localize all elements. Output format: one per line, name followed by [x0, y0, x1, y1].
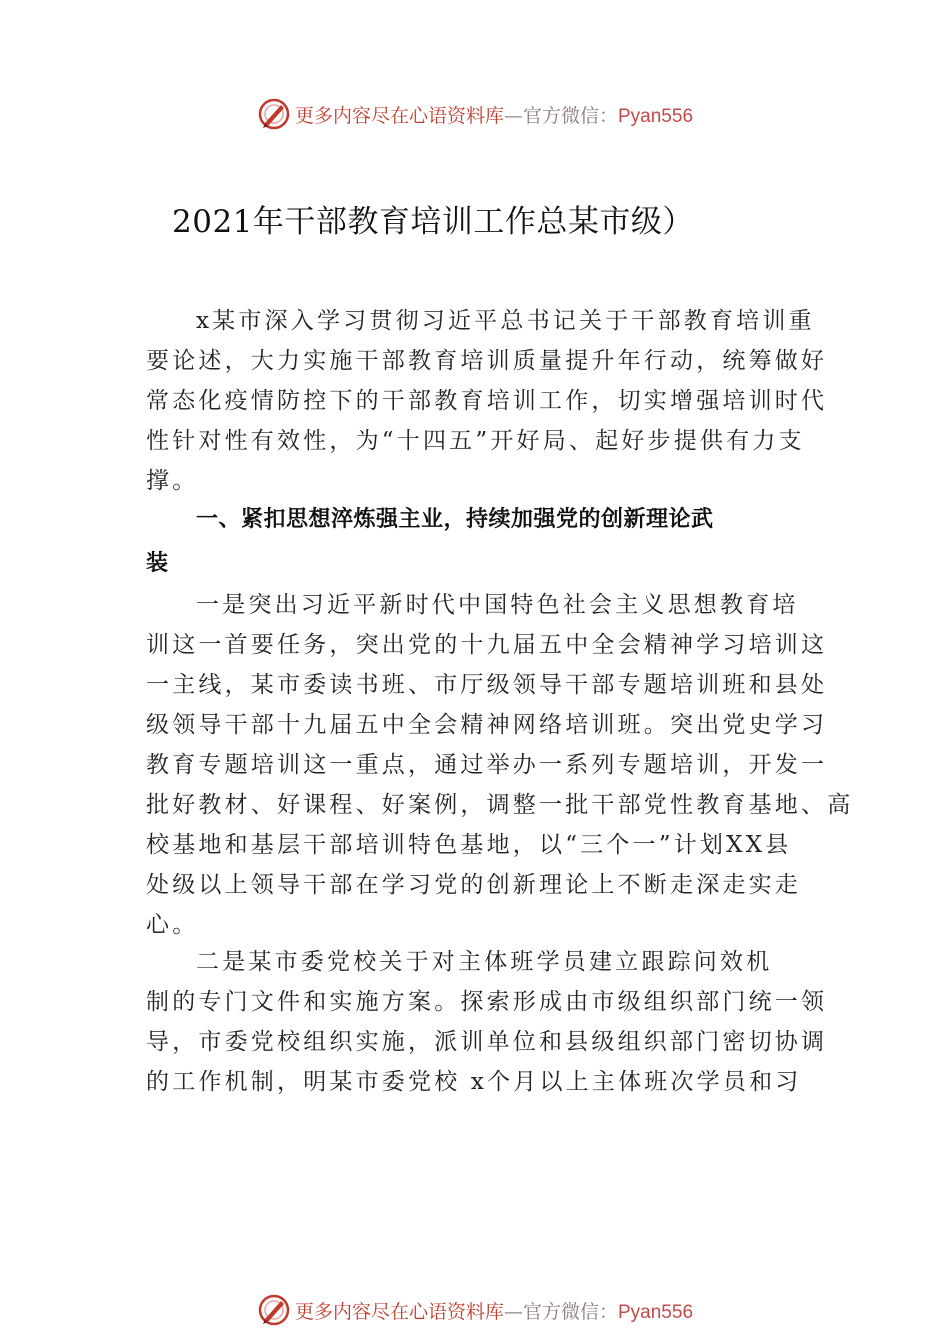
banner-dash: —: [503, 1300, 523, 1323]
text-line: 制的专门文件和实施方案。探索形成由市级组织部门统一领: [146, 989, 828, 1015]
header-watermark-banner: [0, 94, 950, 134]
text-line: 教育专题培训这一重点，通过举办一系列专题培训，开发一: [146, 752, 828, 778]
heading-line: 装: [146, 551, 169, 576]
pen-circle-logo-icon: [257, 1293, 291, 1327]
text-line: 性针对性有效性，为“十四五”开好局、起好步提供有力支: [146, 428, 805, 454]
text-line: x某市深入学习贯彻习近平总书记关于干部教育培训重: [196, 308, 815, 334]
banner-wechat-label: 官方微信：: [522, 104, 618, 127]
banner-text: [295, 101, 693, 128]
text-line: 校基地和基层干部培训特色基地，以“三个一”计划XX县: [146, 832, 792, 858]
paragraph-1: [146, 585, 854, 945]
text-line: 的工作机制，明某市委党校 x个月以上主体班次学员和习: [146, 1069, 802, 1095]
text-line: 常态化疫情防控下的干部教育培训工作，切实增强培训时代: [146, 388, 828, 414]
text-line: 要论述，大力实施干部教育培训质量提升年行动，统筹做好: [146, 348, 828, 374]
banner-promo-text: 更多内容尽在心语资料库: [294, 1300, 504, 1323]
text-line: 二是某市委党校关于对主体班学员建立跟踪问效机: [196, 949, 773, 975]
intro-paragraph: [146, 301, 828, 501]
banner-dash: —: [503, 104, 523, 127]
document-title: 2021年干部教育培训工作总某市级）: [172, 204, 694, 240]
text-line: 导，市委党校组织实施，派训单位和县级组织部门密切协调: [146, 1029, 828, 1055]
banner-text: [295, 1297, 693, 1324]
section-heading: [146, 498, 810, 586]
text-line: 一主线，某市委读书班、市厅级领导干部专题培训班和县处: [146, 672, 828, 698]
text-line: 一是突出习近平新时代中国特色社会主义思想教育培: [196, 592, 799, 618]
paragraph-2: [146, 942, 828, 1102]
text-line: 处级以上领导干部在学习党的创新理论上不断走深走实走: [146, 872, 801, 898]
text-line: 撑。: [146, 468, 199, 494]
banner-wechat-label: 官方微信：: [522, 1300, 618, 1323]
pen-circle-logo-icon: [257, 97, 291, 131]
text-line: 级领导干部十九届五中全会精神网络培训班。突出党史学习: [146, 712, 828, 738]
banner-wechat-id: Pyan556: [618, 1301, 694, 1323]
heading-line: 一、紧扣思想淬炼强主业，持续加强党的创新理论武: [196, 507, 714, 532]
footer-watermark-banner: [0, 1290, 950, 1330]
banner-wechat-id: Pyan556: [618, 105, 694, 127]
text-line: 批好教材、好课程、好案例，调整一批干部党性教育基地、高: [146, 792, 854, 818]
banner-promo-text: 更多内容尽在心语资料库: [294, 104, 504, 127]
text-line: 心。: [146, 912, 199, 938]
text-line: 训这一首要任务，突出党的十九届五中全会精神学习培训这: [146, 632, 828, 658]
